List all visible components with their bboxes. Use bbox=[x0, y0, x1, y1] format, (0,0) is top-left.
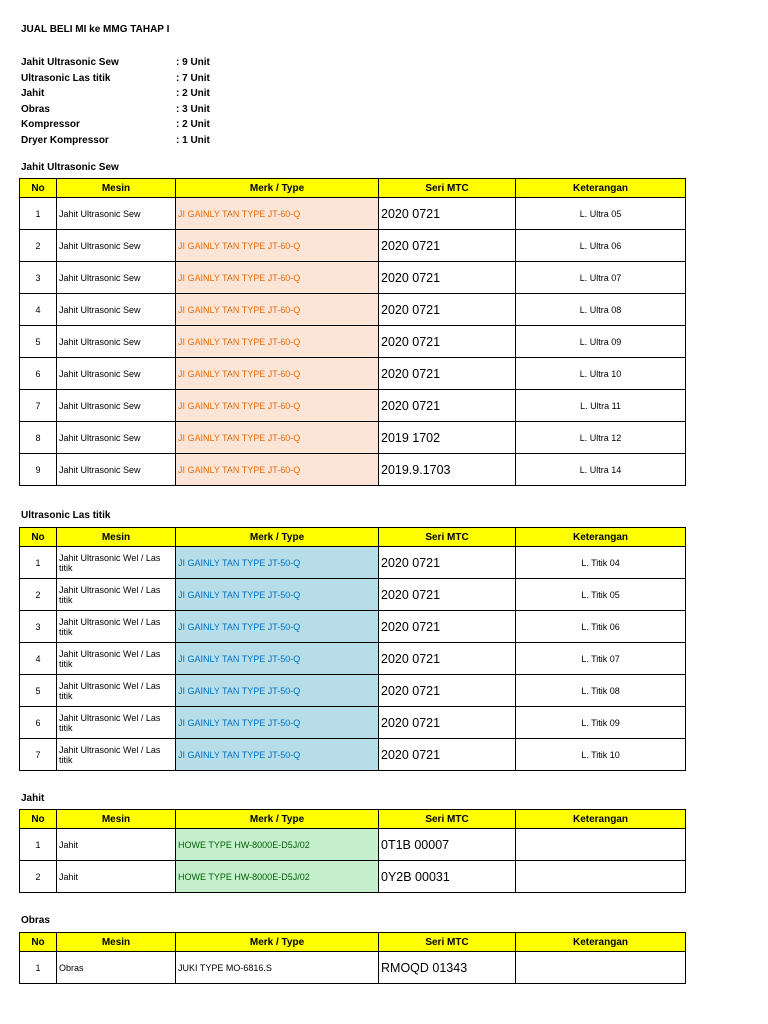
brand-type-cell: JUKI TYPE MO-6816.S bbox=[176, 952, 379, 984]
table-header-row bbox=[20, 179, 686, 198]
column-header-no: No bbox=[20, 810, 57, 829]
remarks-cell: L. Titik 05 bbox=[516, 579, 686, 611]
column-header-ket: Keterangan bbox=[516, 528, 686, 547]
table-row bbox=[20, 198, 686, 230]
serial-number-cell: 2020 0721 bbox=[379, 611, 516, 643]
table-row bbox=[20, 611, 686, 643]
summary-row bbox=[21, 55, 256, 71]
row-number-cell: 4 bbox=[20, 294, 57, 326]
table-row bbox=[20, 390, 686, 422]
machine-name-cell: Jahit Ultrasonic Wel / Las titik bbox=[57, 739, 176, 771]
machine-name-cell: Jahit Ultrasonic Wel / Las titik bbox=[57, 611, 176, 643]
summary-row bbox=[21, 86, 256, 102]
serial-number-cell: 2020 0721 bbox=[379, 675, 516, 707]
section-title: Jahit bbox=[21, 793, 45, 804]
row-number-cell: 7 bbox=[20, 390, 57, 422]
document-title: JUAL BELI MI ke MMG TAHAP I bbox=[21, 24, 170, 35]
column-header-merk: Merk / Type bbox=[176, 933, 379, 952]
brand-type-cell: JI GAINLY TAN TYPE JT-60-Q bbox=[176, 230, 379, 262]
serial-number-cell: 2020 0721 bbox=[379, 230, 516, 262]
summary-item-qty: : 2 Unit bbox=[176, 88, 210, 100]
brand-type-cell: JI GAINLY TAN TYPE JT-60-Q bbox=[176, 358, 379, 390]
serial-number-cell: 2020 0721 bbox=[379, 294, 516, 326]
table-row bbox=[20, 739, 686, 771]
column-header-no: No bbox=[20, 933, 57, 952]
table-header-row bbox=[20, 933, 686, 952]
remarks-cell: L. Titik 07 bbox=[516, 643, 686, 675]
remarks-cell: L. Ultra 12 bbox=[516, 422, 686, 454]
brand-type-cell: JI GAINLY TAN TYPE JT-60-Q bbox=[176, 390, 379, 422]
row-number-cell: 5 bbox=[20, 675, 57, 707]
brand-type-cell: JI GAINLY TAN TYPE JT-50-Q bbox=[176, 611, 379, 643]
serial-number-cell: 2020 0721 bbox=[379, 358, 516, 390]
table-row bbox=[20, 358, 686, 390]
machine-name-cell: Jahit Ultrasonic Sew bbox=[57, 230, 176, 262]
serial-number-cell: 2020 0721 bbox=[379, 390, 516, 422]
brand-type-cell: HOWE TYPE HW-8000E-D5J/02 bbox=[176, 861, 379, 893]
row-number-cell: 6 bbox=[20, 358, 57, 390]
serial-number-cell: 2020 0721 bbox=[379, 707, 516, 739]
row-number-cell: 9 bbox=[20, 454, 57, 486]
summary-item-name: Dryer Kompressor bbox=[21, 134, 109, 146]
machine-table bbox=[19, 178, 686, 486]
summary-item-qty: : 2 Unit bbox=[176, 119, 210, 131]
column-header-merk: Merk / Type bbox=[176, 528, 379, 547]
machine-name-cell: Jahit Ultrasonic Wel / Las titik bbox=[57, 707, 176, 739]
summary-row bbox=[21, 102, 256, 118]
serial-number-cell: RMOQD 01343 bbox=[379, 952, 516, 984]
summary-item-name: Jahit bbox=[21, 88, 45, 100]
remarks-cell bbox=[516, 952, 686, 984]
brand-type-cell: JI GAINLY TAN TYPE JT-50-Q bbox=[176, 675, 379, 707]
remarks-cell: L. Titik 04 bbox=[516, 547, 686, 579]
machine-name-cell: Jahit Ultrasonic Sew bbox=[57, 326, 176, 358]
brand-type-cell: JI GAINLY TAN TYPE JT-50-Q bbox=[176, 707, 379, 739]
serial-number-cell: 0T1B 00007 bbox=[379, 829, 516, 861]
table-header-row bbox=[20, 810, 686, 829]
serial-number-cell: 2020 0721 bbox=[379, 643, 516, 675]
column-header-ket: Keterangan bbox=[516, 933, 686, 952]
brand-type-cell: JI GAINLY TAN TYPE JT-50-Q bbox=[176, 739, 379, 771]
machine-name-cell: Jahit Ultrasonic Sew bbox=[57, 262, 176, 294]
brand-type-cell: JI GAINLY TAN TYPE JT-50-Q bbox=[176, 547, 379, 579]
brand-type-cell: JI GAINLY TAN TYPE JT-60-Q bbox=[176, 454, 379, 486]
remarks-cell: L. Titik 06 bbox=[516, 611, 686, 643]
machine-table bbox=[19, 932, 686, 984]
row-number-cell: 3 bbox=[20, 262, 57, 294]
column-header-no: No bbox=[20, 179, 57, 198]
table-row bbox=[20, 952, 686, 984]
machine-name-cell: Jahit bbox=[57, 829, 176, 861]
remarks-cell: L. Ultra 11 bbox=[516, 390, 686, 422]
column-header-mesin: Mesin bbox=[57, 528, 176, 547]
serial-number-cell: 2020 0721 bbox=[379, 262, 516, 294]
column-header-ket: Keterangan bbox=[516, 810, 686, 829]
row-number-cell: 2 bbox=[20, 230, 57, 262]
column-header-mesin: Mesin bbox=[57, 179, 176, 198]
summary-item-name: Kompressor bbox=[21, 119, 80, 131]
machine-name-cell: Jahit Ultrasonic Wel / Las titik bbox=[57, 643, 176, 675]
serial-number-cell: 0Y2B 00031 bbox=[379, 861, 516, 893]
serial-number-cell: 2020 0721 bbox=[379, 547, 516, 579]
brand-type-cell: JI GAINLY TAN TYPE JT-60-Q bbox=[176, 262, 379, 294]
machine-table bbox=[19, 809, 686, 893]
row-number-cell: 5 bbox=[20, 326, 57, 358]
remarks-cell: L. Titik 10 bbox=[516, 739, 686, 771]
remarks-cell bbox=[516, 829, 686, 861]
brand-type-cell: JI GAINLY TAN TYPE JT-60-Q bbox=[176, 198, 379, 230]
summary-row bbox=[21, 133, 256, 149]
row-number-cell: 1 bbox=[20, 952, 57, 984]
machine-name-cell: Obras bbox=[57, 952, 176, 984]
brand-type-cell: HOWE TYPE HW-8000E-D5J/02 bbox=[176, 829, 379, 861]
serial-number-cell: 2020 0721 bbox=[379, 739, 516, 771]
brand-type-cell: JI GAINLY TAN TYPE JT-60-Q bbox=[176, 422, 379, 454]
row-number-cell: 1 bbox=[20, 198, 57, 230]
summary-item-qty: : 7 Unit bbox=[176, 72, 210, 84]
row-number-cell: 6 bbox=[20, 707, 57, 739]
remarks-cell: L. Titik 09 bbox=[516, 707, 686, 739]
machine-name-cell: Jahit Ultrasonic Sew bbox=[57, 358, 176, 390]
serial-number-cell: 2019 1702 bbox=[379, 422, 516, 454]
remarks-cell: L. Titik 08 bbox=[516, 675, 686, 707]
brand-type-cell: JI GAINLY TAN TYPE JT-50-Q bbox=[176, 643, 379, 675]
summary-item-qty: : 9 Unit bbox=[176, 57, 210, 68]
column-header-merk: Merk / Type bbox=[176, 810, 379, 829]
serial-number-cell: 2019.9.1703 bbox=[379, 454, 516, 486]
remarks-cell: L. Ultra 05 bbox=[516, 198, 686, 230]
table-header-row bbox=[20, 528, 686, 547]
table-row bbox=[20, 643, 686, 675]
machine-table bbox=[19, 527, 686, 771]
table-row bbox=[20, 829, 686, 861]
summary-item-qty: : 1 Unit bbox=[176, 134, 210, 146]
column-header-mesin: Mesin bbox=[57, 933, 176, 952]
serial-number-cell: 2020 0721 bbox=[379, 198, 516, 230]
remarks-cell: L. Ultra 10 bbox=[516, 358, 686, 390]
table-row bbox=[20, 547, 686, 579]
serial-number-cell: 2020 0721 bbox=[379, 326, 516, 358]
machine-name-cell: Jahit Ultrasonic Sew bbox=[57, 198, 176, 230]
summary-item-name: Jahit Ultrasonic Sew bbox=[21, 57, 119, 68]
column-header-mesin: Mesin bbox=[57, 810, 176, 829]
remarks-cell: L. Ultra 09 bbox=[516, 326, 686, 358]
summary-row bbox=[21, 117, 256, 133]
machine-name-cell: Jahit Ultrasonic Sew bbox=[57, 422, 176, 454]
section-title: Obras bbox=[21, 915, 50, 926]
brand-type-cell: JI GAINLY TAN TYPE JT-50-Q bbox=[176, 579, 379, 611]
summary-item-name: Ultrasonic Las titik bbox=[21, 72, 111, 84]
machine-name-cell: Jahit Ultrasonic Wel / Las titik bbox=[57, 675, 176, 707]
row-number-cell: 8 bbox=[20, 422, 57, 454]
column-header-no: No bbox=[20, 528, 57, 547]
table-row bbox=[20, 326, 686, 358]
summary-item-name: Obras bbox=[21, 103, 50, 115]
table-row bbox=[20, 861, 686, 893]
row-number-cell: 2 bbox=[20, 861, 57, 893]
machine-name-cell: Jahit Ultrasonic Sew bbox=[57, 454, 176, 486]
remarks-cell bbox=[516, 861, 686, 893]
machine-name-cell: Jahit Ultrasonic Wel / Las titik bbox=[57, 579, 176, 611]
unit-summary bbox=[21, 55, 256, 149]
table-row bbox=[20, 422, 686, 454]
remarks-cell: L. Ultra 06 bbox=[516, 230, 686, 262]
remarks-cell: L. Ultra 07 bbox=[516, 262, 686, 294]
row-number-cell: 2 bbox=[20, 579, 57, 611]
table-row bbox=[20, 262, 686, 294]
column-header-seri: Seri MTC bbox=[379, 810, 516, 829]
row-number-cell: 7 bbox=[20, 739, 57, 771]
column-header-ket: Keterangan bbox=[516, 179, 686, 198]
row-number-cell: 3 bbox=[20, 611, 57, 643]
machine-name-cell: Jahit Ultrasonic Sew bbox=[57, 294, 176, 326]
brand-type-cell: JI GAINLY TAN TYPE JT-60-Q bbox=[176, 326, 379, 358]
row-number-cell: 1 bbox=[20, 829, 57, 861]
remarks-cell: L. Ultra 14 bbox=[516, 454, 686, 486]
serial-number-cell: 2020 0721 bbox=[379, 579, 516, 611]
column-header-seri: Seri MTC bbox=[379, 179, 516, 198]
row-number-cell: 1 bbox=[20, 547, 57, 579]
brand-type-cell: JI GAINLY TAN TYPE JT-60-Q bbox=[176, 294, 379, 326]
column-header-seri: Seri MTC bbox=[379, 933, 516, 952]
row-number-cell: 4 bbox=[20, 643, 57, 675]
machine-name-cell: Jahit bbox=[57, 861, 176, 893]
machine-name-cell: Jahit Ultrasonic Sew bbox=[57, 390, 176, 422]
column-header-merk: Merk / Type bbox=[176, 179, 379, 198]
summary-item-qty: : 3 Unit bbox=[176, 103, 210, 115]
remarks-cell: L. Ultra 08 bbox=[516, 294, 686, 326]
summary-row bbox=[21, 71, 256, 87]
table-row bbox=[20, 294, 686, 326]
column-header-seri: Seri MTC bbox=[379, 528, 516, 547]
table-row bbox=[20, 230, 686, 262]
table-row bbox=[20, 707, 686, 739]
machine-name-cell: Jahit Ultrasonic Wel / Las titik bbox=[57, 547, 176, 579]
table-row bbox=[20, 675, 686, 707]
table-row bbox=[20, 454, 686, 486]
table-row bbox=[20, 579, 686, 611]
section-title: Ultrasonic Las titik bbox=[21, 510, 111, 521]
section-title: Jahit Ultrasonic Sew bbox=[21, 162, 119, 173]
